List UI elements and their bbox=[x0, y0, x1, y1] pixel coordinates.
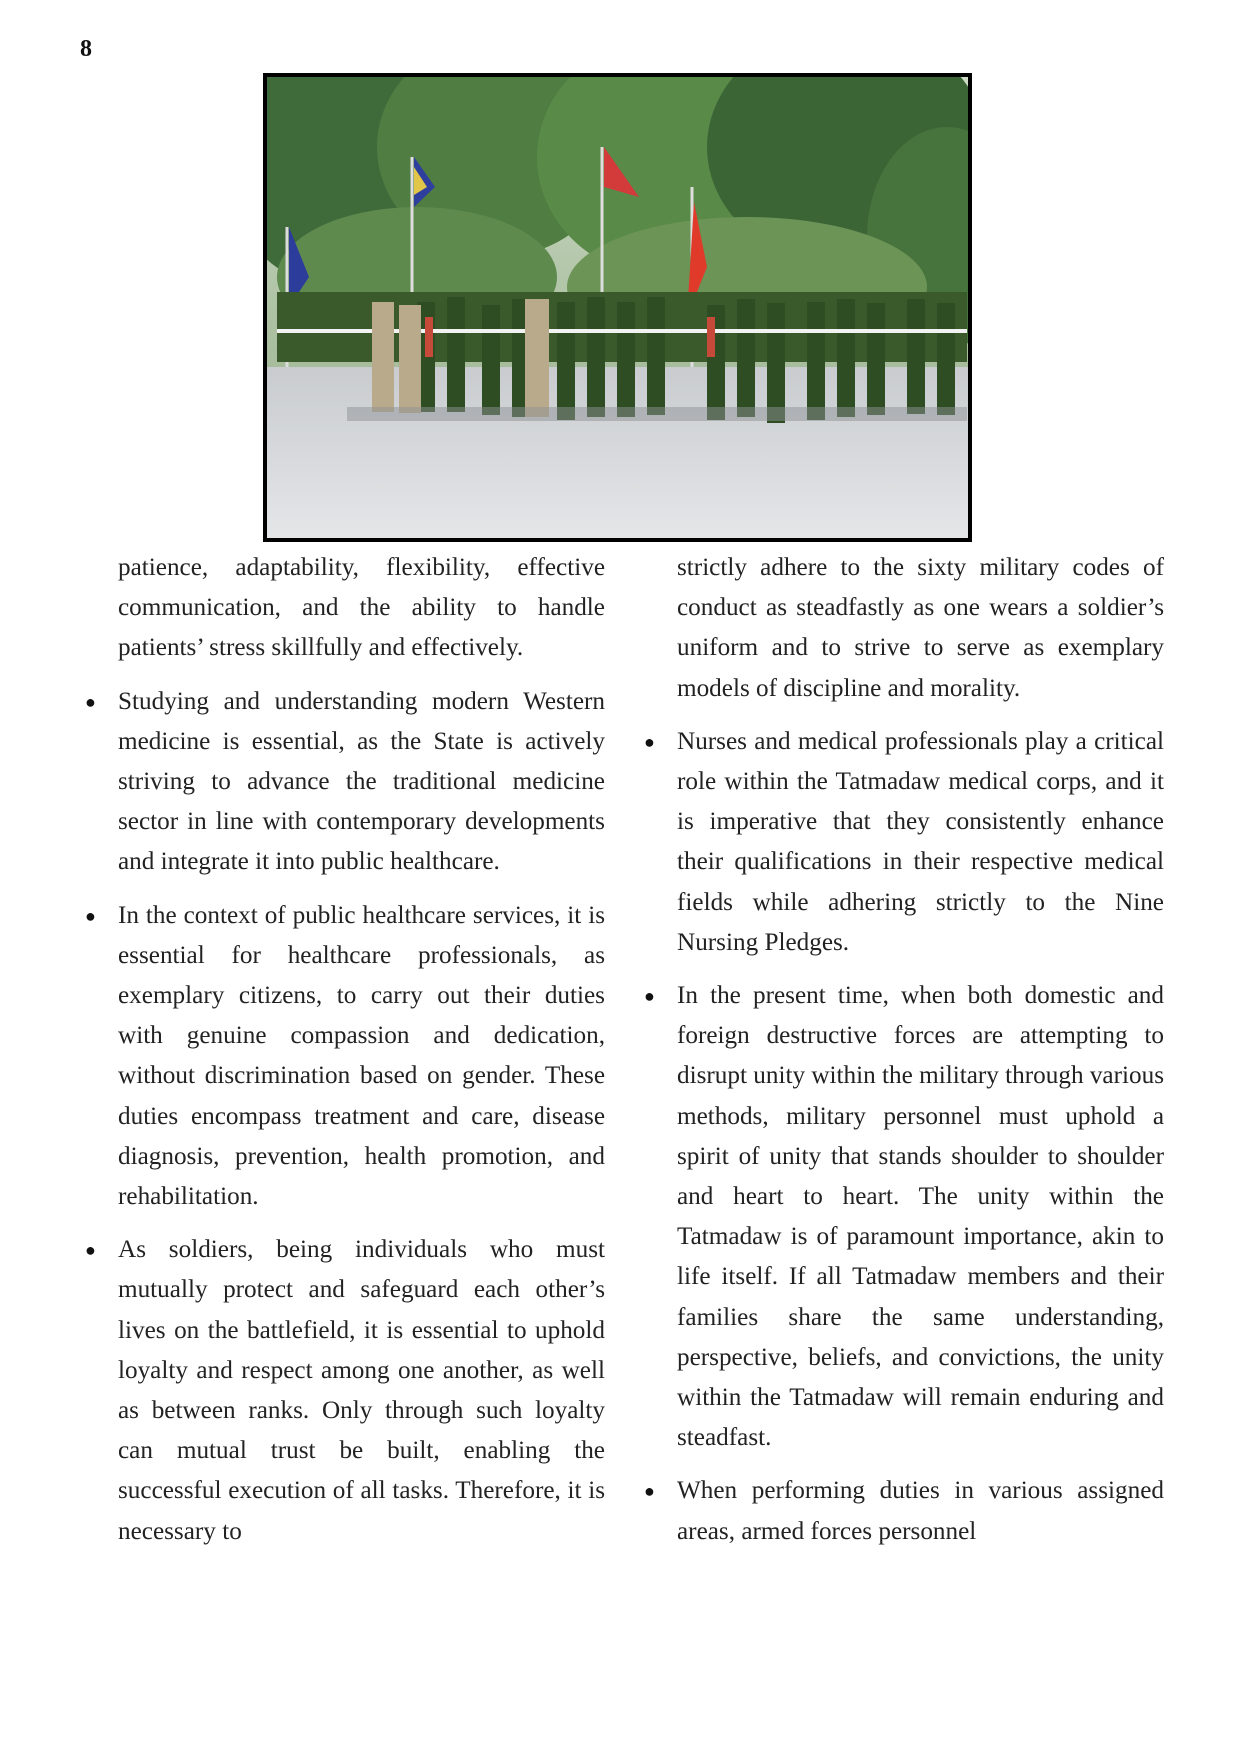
list-item-text: When performing duties in various assigned areas, armed forces personnel bbox=[677, 1477, 1164, 1545]
bullet-icon: ● bbox=[644, 986, 655, 1007]
bullet-icon: ● bbox=[644, 731, 655, 752]
left-bullet-list bbox=[85, 682, 605, 1552]
military-parade-photo-icon bbox=[267, 77, 968, 538]
bullet-icon: ● bbox=[85, 1240, 96, 1261]
right-bullet-list bbox=[644, 722, 1164, 1552]
list-item bbox=[85, 896, 605, 1218]
right-continuation-text: strictly adhere to the sixty military codes of conduct as steadfastly as one wears a soldier’s uniform and to strive to serve as exemplary models of discipline and morality. bbox=[677, 554, 1164, 702]
list-item-text: In the context of public healthcare services, it is essential for healthcare professionals, as exemplary citizens, to carry out their duties with genuine compassion and dedication, without discrimination based on gender. These duties encompass treatment and care, disease diagnosis, prevention, health promotion, and rehabilitation. bbox=[118, 901, 605, 1211]
list-item bbox=[644, 1471, 1164, 1551]
page-number: 8 bbox=[80, 36, 92, 62]
bullet-icon: ● bbox=[85, 905, 96, 926]
list-item bbox=[85, 1230, 605, 1552]
list-item bbox=[644, 976, 1164, 1458]
bullet-icon: ● bbox=[644, 1481, 655, 1502]
left-continuation-text: patience, adaptability, flexibility, effective communication, and the ability to handle patients’ stress skillfully and effectively. bbox=[118, 554, 605, 662]
list-item-text: In the present time, when both domestic and foreign destructive forces are attempting to disrupt unity within the military through various methods, military personnel must uphold a spirit of unity that stands shoulder to shoulder and heart to heart. The unity within the Tatmadaw is of paramount importance, akin to life itself. If all Tatmadaw members and their families share the same understanding, perspective, beliefs, and convictions, the unity within the Tatmadaw will remain enduring and steadfast. bbox=[677, 982, 1164, 1452]
parade-photo bbox=[263, 73, 972, 542]
bullet-icon: ● bbox=[85, 691, 96, 712]
left-column bbox=[85, 548, 605, 1552]
list-item-text: Studying and understanding modern Western medicine is essential, as the State is actively striving to advance the traditional medicine sector in line with contemporary developments and integrate it into public healthcare. bbox=[118, 687, 605, 876]
list-item-text: As soldiers, being individuals who must mutually protect and safeguard each other’s lives on the battlefield, it is essential to uphold loyalty and respect among one another, as well as between ranks. Only through such loyalty can mutual trust be built, enabling the successful execution of all tasks. Therefore, it is necessary to bbox=[118, 1236, 605, 1545]
list-item bbox=[644, 722, 1164, 963]
right-column bbox=[644, 548, 1164, 1552]
list-item bbox=[85, 682, 605, 883]
list-item-text: Nurses and medical professionals play a critical role within the Tatmadaw medical corps, and it is imperative that they consistently enhance their qualifications in their respective medical fields while adhering strictly to the Nine Nursing Pledges. bbox=[677, 727, 1164, 956]
